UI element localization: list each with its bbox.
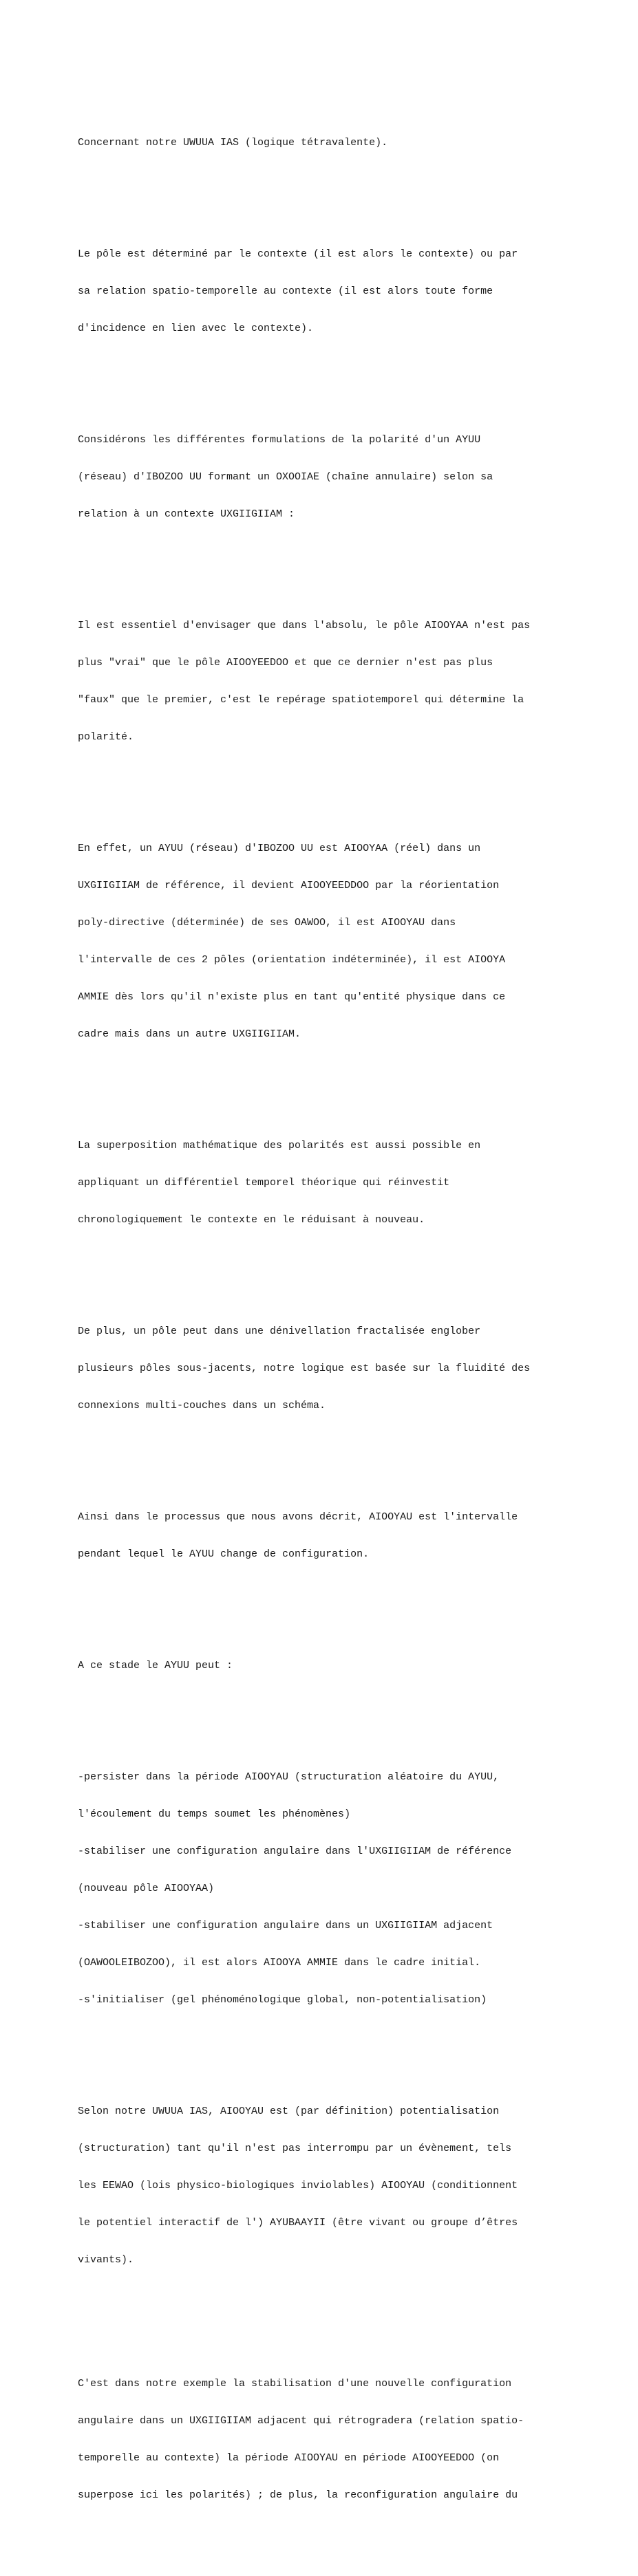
text-line: relation à un contexte UXGIIGIIAM :: [78, 508, 295, 520]
paragraph-formulations: [78, 409, 566, 545]
paragraph-en-effet: [78, 818, 566, 1065]
text-line: d'incidence en lien avec le contexte).: [78, 323, 314, 334]
text-line: Il est essentiel d'envisager que dans l'absolu, le pôle AIOOYAA n'est pas: [78, 620, 531, 631]
text-line: pendant lequel le AYUU change de configuration.: [78, 1548, 370, 1560]
text-line: plusieurs pôles sous-jacents, notre logique est basée sur la fluidité des: [78, 1363, 531, 1374]
paragraph-selon-notre: [78, 2081, 566, 2291]
text-line: le potentiel interactif de l') AYUBAAYII (être vivant ou groupe d’êtres: [78, 2217, 518, 2229]
text-line: C'est dans notre exemple la stabilisation d'une nouvelle configuration: [78, 2378, 512, 2390]
text-line: les EEWAO (lois physico-biologiques inviolables) AIOOYAU (conditionnent: [78, 2180, 518, 2191]
text-line: Considérons les différentes formulations de la polarité d'un AYUU: [78, 434, 481, 446]
text-line: Concernant notre UWUUA IAS (logique tétravalente).: [78, 137, 388, 149]
text-line: l'intervalle de ces 2 pôles (orientation indéterminée), il est AIOOYA: [78, 954, 506, 966]
text-line: La superposition mathématique des polarités est aussi possible en: [78, 1140, 481, 1151]
paragraph-exemple: [78, 2353, 566, 2526]
list-item: -s'initialiser (gel phénoménologique global, non-potentialisation): [78, 1994, 487, 2006]
text-line: A ce stade le AYUU peut :: [78, 1660, 233, 1671]
text-line: UXGIIGIIAM de référence, il devient AIOOYEEDDOO par la réorientation: [78, 880, 500, 891]
text-line: En effet, un AYUU (réseau) d'IBOZOO UU est AIOOYAA (réel) dans un: [78, 843, 481, 854]
text-line: AMMIE dès lors qu'il n'existe plus en tant qu'entité physique dans ce: [78, 991, 506, 1003]
paragraph-intro: [78, 112, 566, 174]
text-line: vivants).: [78, 2254, 134, 2266]
text-line: cadre mais dans un autre UXGIIGIIAM.: [78, 1028, 301, 1040]
text-line: sa relation spatio-temporelle au contexte (il est alors toute forme: [78, 285, 493, 297]
text-line: temporelle au contexte) la période AIOOYAU en période AIOOYEEDOO (on: [78, 2452, 500, 2464]
paragraph-absolute: [78, 595, 566, 768]
paragraph-options-list: [78, 1746, 566, 2031]
text-line: De plus, un pôle peut dans une dénivellation fractalisée englober: [78, 1325, 481, 1337]
text-line: connexions multi-couches dans un schéma.: [78, 1400, 326, 1411]
text-line: Le pôle est déterminé par le contexte (il est alors le contexte) ou par: [78, 248, 518, 260]
text-line: "faux" que le premier, c'est le repérage spatiotemporel qui détermine la: [78, 694, 524, 706]
paragraph-de-plus: [78, 1301, 566, 1437]
text-line: polarité.: [78, 731, 134, 743]
text-line: chronologiquement le contexte en le réduisant à nouveau.: [78, 1214, 425, 1226]
list-item: (OAWOOLEIBOZOO), il est alors AIOOYA AMMIE dans le cadre initial.: [78, 1957, 481, 1969]
text-line: poly-directive (déterminée) de ses OAWOO, il est AIOOYAU dans: [78, 917, 456, 929]
text-line: plus "vrai" que le pôle AIOOYEEDOO et que ce dernier n'est pas plus: [78, 657, 493, 669]
text-line: superpose ici les polarités) ; de plus, la reconfiguration angulaire du: [78, 2489, 518, 2501]
text-line: angulaire dans un UXGIIGIIAM adjacent qui rétrogradera (relation spatio-: [78, 2415, 524, 2427]
paragraph-superposition: [78, 1115, 566, 1251]
list-item: -stabiliser une configuration angulaire dans un UXGIIGIIAM adjacent: [78, 1920, 493, 1931]
text-line: Selon notre UWUUA IAS, AIOOYAU est (par définition) potentialisation: [78, 2106, 500, 2117]
list-item: (nouveau pôle AIOOYAA): [78, 1883, 215, 1894]
paragraph-a-ce-stade: [78, 1635, 566, 1697]
list-item: -persister dans la période AIOOYAU (structuration aléatoire du AYUU,: [78, 1771, 500, 1783]
text-line: (structuration) tant qu'il n'est pas interrompu par un évènement, tels: [78, 2143, 512, 2154]
paragraph-ainsi: [78, 1486, 566, 1585]
list-item: -stabiliser une configuration angulaire dans l'UXGIIGIIAM de référence: [78, 1846, 512, 1857]
paragraph-pole-definition: [78, 224, 566, 360]
text-line: appliquant un différentiel temporel théorique qui réinvestit: [78, 1177, 450, 1189]
text-line: Ainsi dans le processus que nous avons décrit, AIOOYAU est l'intervalle: [78, 1511, 518, 1523]
text-line: (réseau) d'IBOZOO UU formant un OXOOIAE (chaîne annulaire) selon sa: [78, 471, 493, 483]
document-body: [78, 75, 566, 2576]
list-item: l'écoulement du temps soumet les phénomènes): [78, 1808, 351, 1820]
